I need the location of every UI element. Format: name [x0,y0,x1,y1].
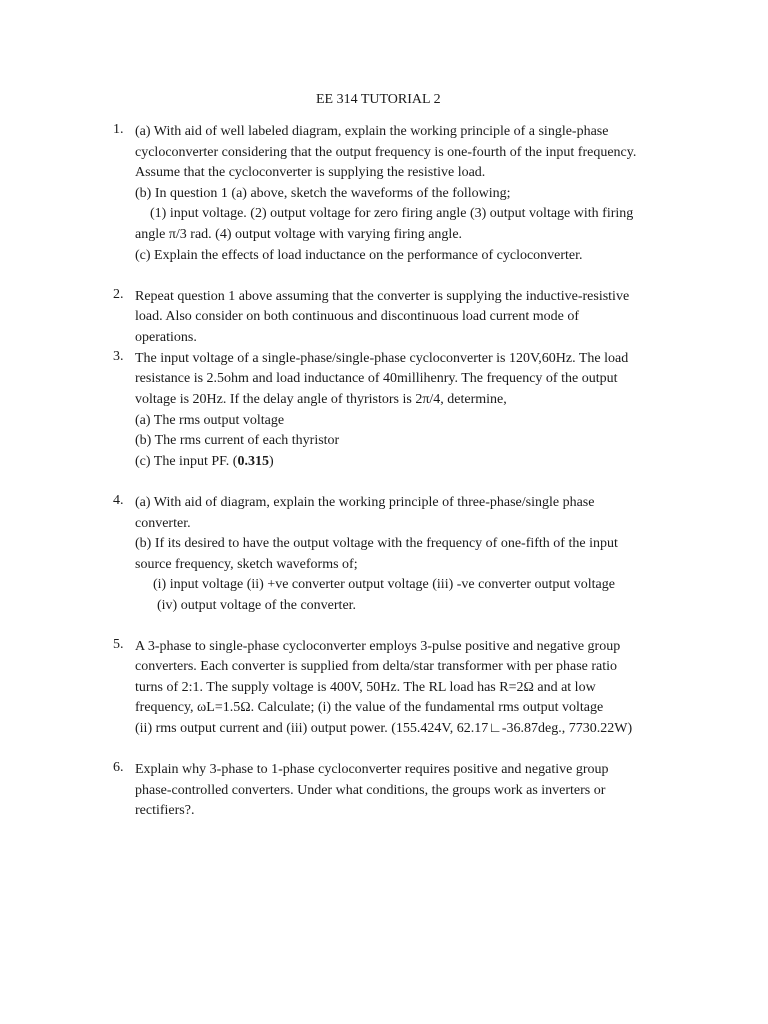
question-line: voltage is 20Hz. If the delay angle of thyristors is 2π/4, determine, [135,392,507,407]
question-line: angle π/3 rad. (4) output voltage with varying firing angle. [135,227,463,242]
question-number: 1. [113,122,124,137]
question-line: (1) input voltage. (2) output voltage for zero firing angle (3) output voltage with firing [150,206,634,221]
question-line: (b) If its desired to have the output voltage with the frequency of one-fifth of the input [135,536,618,551]
question-line: (c) The input PF. ( [135,454,238,469]
question-line: source frequency, sketch waveforms of; [135,557,358,572]
question-line: A 3-phase to single-phase cycloconverter employs 3-pulse positive and negative group [135,639,621,654]
question-line: The input voltage of a single-phase/single-phase cycloconverter is 120V,60Hz. The load [135,351,629,366]
question-line: converter. [135,516,191,531]
question-line: rectifiers?. [135,803,195,818]
question-line: phase-controlled converters. Under what conditions, the groups work as inverters or [135,783,606,798]
question-number: 4. [113,493,124,508]
question-line: operations. [135,330,197,345]
question-line: cycloconverter considering that the output frequency is one-fourth of the input frequency. [135,145,637,160]
answer-close: ) [268,454,274,469]
question-line: Assume that the cycloconverter is supplying the resistive load. [135,165,486,180]
question-line: (iv) output voltage of the converter. [157,598,357,613]
question-number: 2. [113,287,124,302]
answer-value: 0.315 [237,454,269,469]
question-line: converters. Each converter is supplied from delta/star transformer with per phase ratio [135,659,618,674]
question-line: (b) In question 1 (a) above, sketch the waveforms of the following; [135,186,511,201]
question-number: 5. [113,637,124,652]
question-line: frequency, ωL=1.5Ω. Calculate; (i) the value of the fundamental rms output voltage [135,700,604,715]
question-line: (a) With aid of diagram, explain the working principle of three-phase/single phase [135,495,595,510]
question-line: load. Also consider on both continuous and discontinuous load current mode of [135,309,580,324]
question-line: (a) The rms output voltage [135,413,285,428]
question-number: 6. [113,760,124,775]
question-line: (a) With aid of well labeled diagram, explain the working principle of a single-phase [135,124,609,139]
document-title: EE 314 TUTORIAL 2 [316,92,441,107]
question-line-with-answer [135,452,274,472]
question-line: (i) input voltage (ii) +ve converter output voltage (iii) -ve converter output voltage [153,577,615,592]
question-line: Repeat question 1 above assuming that the converter is supplying the inductive-resistive [135,289,630,304]
question-line: Explain why 3-phase to 1-phase cycloconverter requires positive and negative group [135,762,609,777]
question-line: (c) Explain the effects of load inductance on the performance of cycloconverter. [135,248,583,263]
question-line: turns of 2:1. The supply voltage is 400V, 50Hz. The RL load has R=2Ω and at low [135,680,596,695]
question-line: (b) The rms current of each thyristor [135,433,340,448]
question-number: 3. [113,349,124,364]
question-line: resistance is 2.5ohm and load inductance of 40millihenry. The frequency of the output [135,371,618,386]
question-line: (ii) rms output current and (iii) output power. (155.424V, 62.17∟-36.87deg., 7730.22W) [135,721,633,736]
